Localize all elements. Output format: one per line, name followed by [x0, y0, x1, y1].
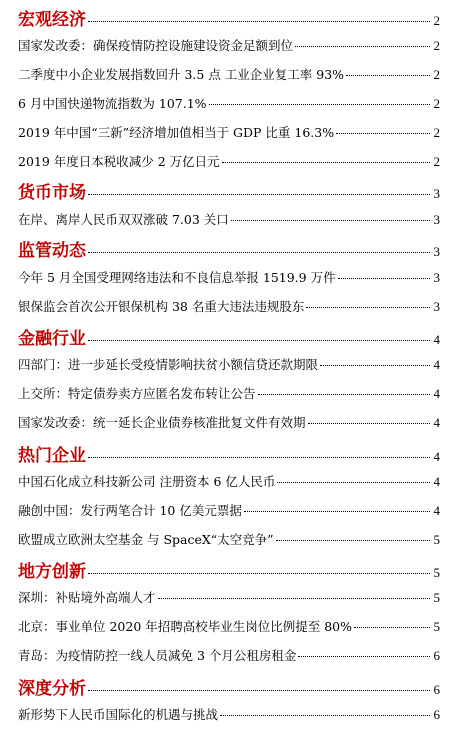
- toc-entry[interactable]: [18, 588, 440, 608]
- entry-text: 国家发改委：确保疫情防控设施建设资金足额到位: [18, 38, 294, 53]
- page-number: 6: [433, 707, 440, 722]
- dot-leader: [276, 540, 430, 541]
- toc-entry[interactable]: [18, 123, 440, 143]
- page-number: 3: [433, 244, 440, 259]
- dot-leader: [244, 511, 430, 512]
- toc-section-finance[interactable]: [18, 324, 440, 348]
- page-number: 3: [433, 212, 440, 227]
- page-number: 5: [433, 619, 440, 634]
- toc-entry[interactable]: [18, 646, 440, 666]
- toc-entry[interactable]: [18, 530, 440, 550]
- page-number: 4: [433, 386, 440, 401]
- entry-text: 上交所：特定债券卖方应匿名发布转让公告: [18, 386, 256, 401]
- page-number: 6: [433, 648, 440, 663]
- dot-leader: [88, 194, 430, 195]
- toc-entry[interactable]: [18, 65, 440, 85]
- page-number: 4: [433, 357, 440, 372]
- dot-leader: [88, 573, 430, 574]
- dot-leader: [336, 133, 430, 134]
- toc-entry[interactable]: [18, 705, 440, 725]
- page-number: 5: [433, 532, 440, 547]
- page-number: 3: [433, 186, 440, 201]
- entry-text: 在岸、离岸人民币双双涨破 7.03 关口: [18, 212, 229, 227]
- toc-section-local-innovation[interactable]: [18, 557, 440, 581]
- dot-leader: [354, 627, 430, 628]
- dot-leader: [308, 423, 430, 424]
- dot-leader: [338, 278, 430, 279]
- entry-text: 新形势下人民币国际化的机遇与挑战: [18, 707, 219, 722]
- toc-section-companies[interactable]: [18, 441, 440, 465]
- page-number: 2: [433, 38, 440, 53]
- dot-leader: [295, 46, 430, 47]
- page-number: 3: [433, 270, 440, 285]
- toc-entry[interactable]: [18, 152, 440, 172]
- entry-text: 深圳：补贴境外高端人才: [18, 590, 156, 605]
- toc-entry[interactable]: [18, 210, 440, 230]
- section-title: 宏观经济: [18, 10, 86, 29]
- page-number: 3: [433, 299, 440, 314]
- dot-leader: [88, 21, 430, 22]
- toc-entry[interactable]: [18, 413, 440, 433]
- toc-entry[interactable]: [18, 297, 440, 317]
- toc-entry[interactable]: [18, 355, 440, 375]
- toc-section-in-depth[interactable]: [18, 674, 440, 698]
- dot-leader: [298, 656, 430, 657]
- dot-leader: [220, 715, 430, 716]
- entry-text: 四部门：进一步延长受疫情影响扶贫小额信贷还款期限: [18, 357, 319, 372]
- entry-text: 今年 5 月全国受理网络违法和不良信息举报 1519.9 万件: [18, 270, 336, 285]
- page-number: 2: [433, 154, 440, 169]
- entry-text: 银保监会首次公开银保机构 38 名重大违法违规股东: [18, 299, 305, 314]
- dot-leader: [88, 252, 430, 253]
- entry-text: 6 月中国快递物流指数为 107.1%: [18, 96, 207, 111]
- entry-text: 国家发改委：统一延长企业债券核准批复文件有效期: [18, 415, 306, 430]
- page-number: 2: [433, 125, 440, 140]
- toc-section-regulation[interactable]: [18, 236, 440, 260]
- dot-leader: [88, 690, 430, 691]
- page-number: 2: [433, 67, 440, 82]
- page-number: 4: [433, 474, 440, 489]
- entry-text: 青岛：为疫情防控一线人员减免 3 个月公租房租金: [18, 648, 297, 663]
- section-title: 金融行业: [18, 329, 86, 348]
- dot-leader: [88, 457, 430, 458]
- section-title: 热门企业: [18, 446, 86, 465]
- page-number: 2: [433, 13, 440, 28]
- toc-entry[interactable]: [18, 94, 440, 114]
- page-number: 4: [433, 332, 440, 347]
- section-title: 地方创新: [18, 562, 86, 581]
- section-title: 货币市场: [18, 183, 86, 202]
- toc-entry[interactable]: [18, 501, 440, 521]
- toc-entry[interactable]: [18, 268, 440, 288]
- dot-leader: [346, 75, 430, 76]
- toc-entry[interactable]: [18, 617, 440, 637]
- page-number: 5: [433, 590, 440, 605]
- dot-leader: [222, 162, 430, 163]
- page-number: 4: [433, 503, 440, 518]
- dot-leader: [320, 365, 430, 366]
- dot-leader: [158, 598, 430, 599]
- entry-text: 2019 年度日本税收减少 2 万亿日元: [18, 154, 220, 169]
- dot-leader: [209, 104, 430, 105]
- section-title: 监管动态: [18, 241, 86, 260]
- toc-entry[interactable]: [18, 472, 440, 492]
- dot-leader: [88, 340, 430, 341]
- page-number: 4: [433, 449, 440, 464]
- toc-section-macro[interactable]: [18, 5, 440, 29]
- section-title: 深度分析: [18, 679, 86, 698]
- dot-leader: [231, 220, 430, 221]
- page-number: 5: [433, 565, 440, 580]
- toc-entry[interactable]: [18, 36, 440, 56]
- toc-section-money-market[interactable]: [18, 178, 440, 202]
- toc-entry[interactable]: [18, 384, 440, 404]
- entry-text: 2019 年中国“三新”经济增加值相当于 GDP 比重 16.3%: [18, 125, 335, 140]
- dot-leader: [306, 307, 430, 308]
- dot-leader: [277, 482, 430, 483]
- page-number: 4: [433, 415, 440, 430]
- entry-text: 融创中国：发行两笔合计 10 亿美元票据: [18, 503, 242, 518]
- entry-text: 北京：事业单位 2020 年招聘高校毕业生岗位比例提至 80%: [18, 619, 353, 634]
- entry-text: 中国石化成立科技新公司 注册资本 6 亿人民币: [18, 474, 276, 489]
- entry-text: 欧盟成立欧洲太空基金 与 SpaceX“太空竞争”: [18, 532, 274, 547]
- dot-leader: [258, 394, 430, 395]
- entry-text: 二季度中小企业发展指数回升 3.5 点 工业企业复工率 93%: [18, 67, 345, 82]
- page-number: 6: [433, 682, 440, 697]
- page-number: 2: [433, 96, 440, 111]
